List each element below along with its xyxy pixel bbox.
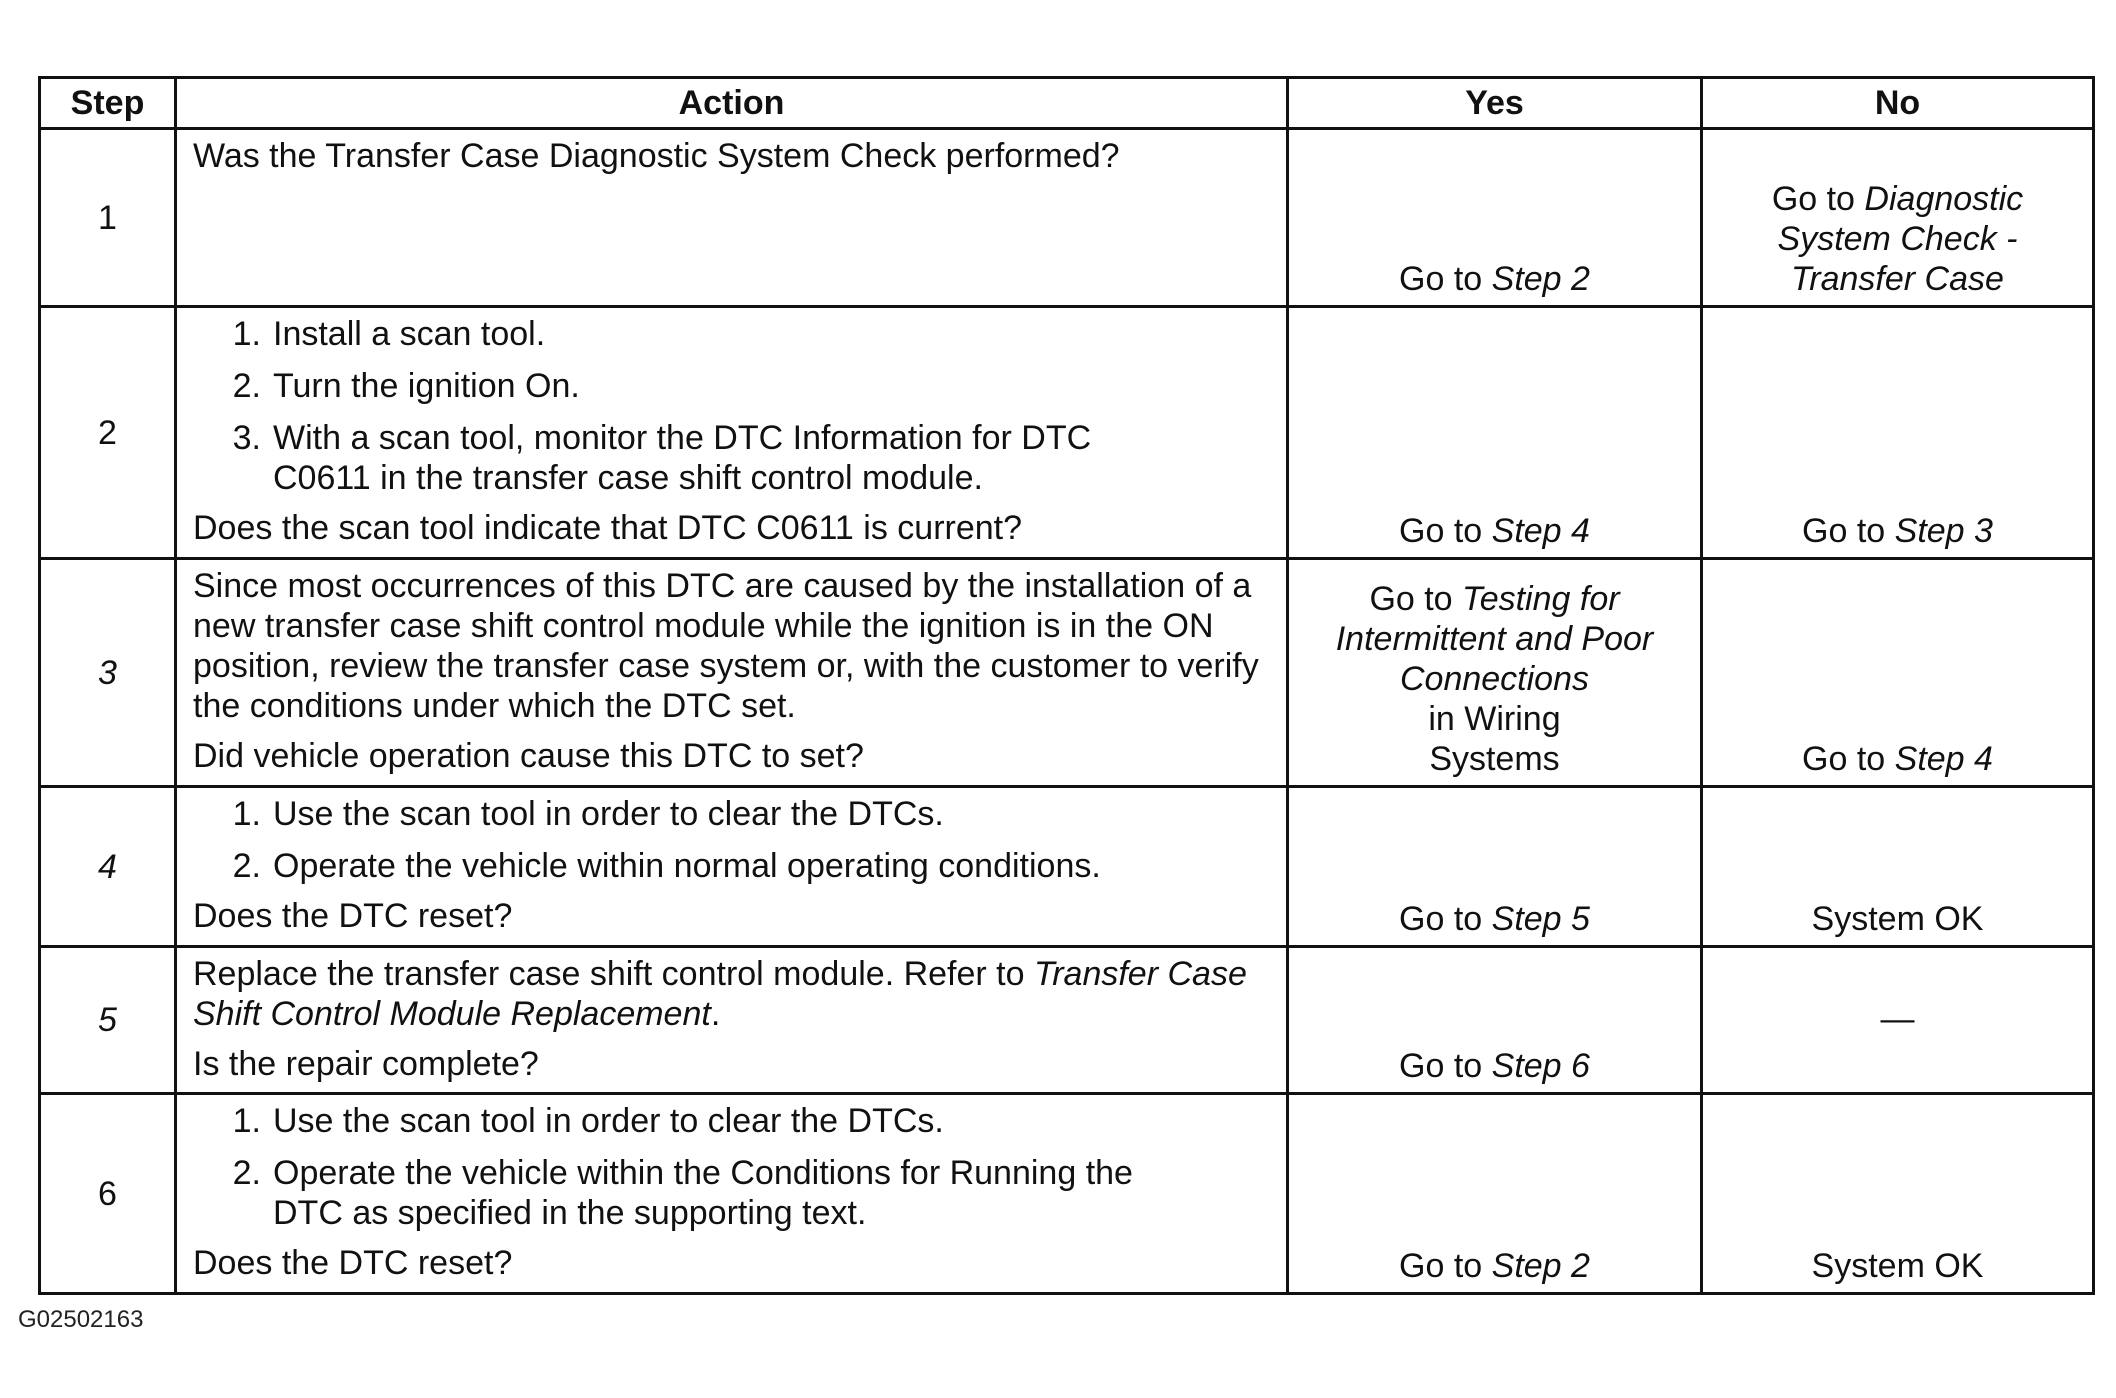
no-text: — (1880, 1000, 1915, 1038)
step-number: 4 (40, 787, 176, 947)
header-step: Step (40, 78, 176, 129)
action-question: Does the scan tool indicate that DTC C0611 is current? (193, 509, 1023, 547)
action-cell (176, 1094, 1288, 1294)
yes-link[interactable]: Intermittent and Poor (1335, 620, 1654, 658)
header-action: Action (176, 78, 1288, 129)
list-item: 2. Operate the vehicle within normal operating conditions. (232, 847, 1101, 885)
table-row (40, 559, 2094, 787)
yes-cell (1288, 947, 1702, 1094)
table-row (40, 129, 2094, 307)
no-cell (1702, 559, 2094, 787)
list-item: 2. Operate the vehicle within the Conditions for Running the DTC as specified in the supporting text. (232, 1154, 1133, 1232)
action-question: Does the DTC reset? (193, 1244, 513, 1282)
yes-link[interactable]: Step 4 (1491, 512, 1590, 550)
yes-cell (1288, 787, 1702, 947)
step-number: 5 (40, 947, 176, 1094)
action-paragraph: Since most occurrences of this DTC are caused by the installation of a new transfer case shift control module while the ignition is in the ON position, review the transfer case system or, with the customer to verify the conditions under which the DTC set. (193, 567, 1259, 725)
no-cell (1702, 787, 2094, 947)
diagnostic-table (38, 76, 2095, 1295)
action-question: Is the repair complete? (193, 1045, 539, 1083)
yes-cell (1288, 559, 1702, 787)
no-cell (1702, 307, 2094, 559)
list-item: 2. Turn the ignition On. (232, 367, 580, 405)
action-steps (193, 1101, 1272, 1233)
list-item: 3. With a scan tool, monitor the DTC Information for DTC C0611 in the transfer case shift control module. (232, 419, 1092, 497)
action-cell (176, 787, 1288, 947)
no-cell (1702, 947, 2094, 1094)
step-number: 2 (40, 307, 176, 559)
paragraph-prefix: Replace the transfer case shift control module. Refer to (193, 955, 1034, 993)
no-cell (1702, 129, 2094, 307)
list-item: 1. Use the scan tool in order to clear the DTCs. (232, 1102, 944, 1140)
yes-cell (1288, 129, 1702, 307)
no-text: System OK (1811, 900, 1984, 938)
no-prefix: Go to (1802, 512, 1895, 550)
yes-prefix: Go to (1399, 260, 1492, 298)
step-number: 6 (40, 1094, 176, 1294)
paragraph-suffix: . (710, 995, 721, 1033)
no-link[interactable]: Transfer Case (1791, 260, 2004, 298)
step-number: 1 (40, 129, 176, 307)
yes-suffix: Systems (1429, 740, 1560, 778)
no-prefix: Go to (1802, 740, 1895, 778)
yes-prefix: Go to (1369, 580, 1463, 618)
action-question: Did vehicle operation cause this DTC to set? (193, 737, 864, 775)
yes-cell (1288, 307, 1702, 559)
header-no: No (1702, 78, 2094, 129)
yes-prefix: Go to (1399, 512, 1492, 550)
yes-link[interactable]: Testing for (1462, 580, 1620, 618)
yes-link[interactable]: Step 2 (1491, 260, 1590, 298)
no-text: System OK (1811, 1247, 1984, 1285)
yes-link[interactable]: Connections (1399, 660, 1589, 698)
action-steps (193, 314, 1272, 498)
yes-prefix: Go to (1399, 900, 1492, 938)
table-row (40, 947, 2094, 1094)
yes-prefix: Go to (1399, 1247, 1492, 1285)
action-cell (176, 559, 1288, 787)
no-link[interactable]: System Check - (1777, 220, 2018, 258)
table-row (40, 307, 2094, 559)
header-row (40, 78, 2094, 129)
action-steps (193, 794, 1272, 886)
no-cell (1702, 1094, 2094, 1294)
header-yes: Yes (1288, 78, 1702, 129)
no-link[interactable]: Diagnostic (1864, 180, 2024, 218)
action-cell (176, 129, 1288, 307)
table-row (40, 787, 2094, 947)
yes-cell (1288, 1094, 1702, 1294)
figure-code: G02502163 (18, 1306, 144, 1333)
table-row (40, 1094, 2094, 1294)
yes-link[interactable]: Step 5 (1491, 900, 1590, 938)
yes-suffix: in Wiring (1428, 700, 1561, 738)
action-question: Does the DTC reset? (193, 897, 513, 935)
paragraph-link[interactable]: Transfer Case Shift Control Module Replacement (193, 955, 1247, 1033)
action-cell (176, 307, 1288, 559)
step-number: 3 (40, 559, 176, 787)
yes-prefix: Go to (1399, 1047, 1492, 1085)
list-item: 1. Install a scan tool. (232, 315, 546, 353)
action-paragraph (193, 954, 1272, 1034)
no-link[interactable]: Step 3 (1894, 512, 1993, 550)
action-cell (176, 947, 1288, 1094)
yes-link[interactable]: Step 2 (1491, 1247, 1590, 1285)
list-item: 1. Use the scan tool in order to clear the DTCs. (232, 795, 944, 833)
action-text: Was the Transfer Case Diagnostic System Check performed? (193, 137, 1120, 175)
no-prefix: Go to (1771, 180, 1865, 218)
no-link[interactable]: Step 4 (1894, 740, 1993, 778)
yes-link[interactable]: Step 6 (1491, 1047, 1590, 1085)
